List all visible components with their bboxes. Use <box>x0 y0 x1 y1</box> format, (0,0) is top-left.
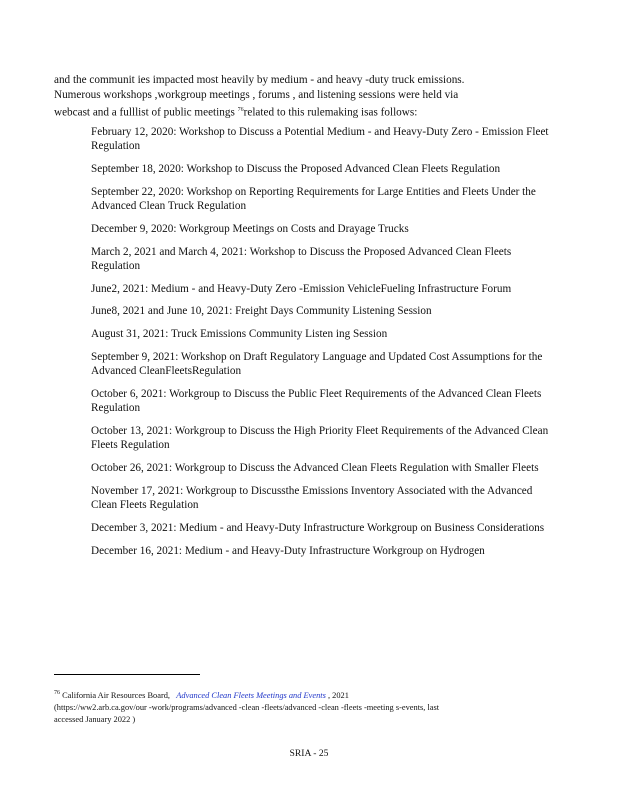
intro-line-1: and the communit ies impacted most heavily by medium - and heavy -duty truck emissions. <box>54 74 465 86</box>
event-text: June2, 2021: Medium - and Heavy-Duty Zero -Emission VehicleFueling Infrastructure Forum <box>91 282 512 295</box>
list-item <box>54 350 551 378</box>
footnote-line-1 <box>54 687 554 702</box>
events-list <box>54 125 564 566</box>
footnote-mark: 76 <box>54 690 60 696</box>
list-item <box>54 245 551 273</box>
list-item <box>54 125 551 153</box>
list-item <box>54 222 551 236</box>
footnote-reference[interactable]: 76 <box>237 106 244 113</box>
footnote-url[interactable]: (https://ww2.arb.ca.gov/our -work/programs/advanced -clean -fleets/advanced -clean -fleets -meeting s-events, last <box>54 702 440 712</box>
event-text: September 22, 2020: Workshop on Reporting Requirements for Large Entities and Fleets Under the Advanced Clean Truck Regulation <box>91 185 536 212</box>
list-item <box>54 424 551 452</box>
list-item <box>54 387 551 415</box>
event-text: October 6, 2021: Workgroup to Discuss the Public Fleet Requirements of the Advanced Clean Fleets Regulation <box>91 387 542 415</box>
list-item <box>54 521 551 535</box>
footnote-link[interactable]: Advanced Clean Fleets Meetings and Events <box>176 690 326 700</box>
event-text: December 9, 2020: Workgroup Meetings on Costs and Drayage Trucks <box>91 222 409 235</box>
event-text: September 18, 2020: Workshop to Discuss the Proposed Advanced Clean Fleets Regulation <box>91 163 501 175</box>
event-text: October 26, 2021: Workgroup to Discuss the Advanced Clean Fleets Regulation with Smaller Fleets <box>91 461 539 474</box>
footnote-source: California Air Resources Board, <box>62 690 171 700</box>
list-item <box>54 461 551 475</box>
event-text: March 2, 2021 and March 4, 2021: Workshop to Discuss the Proposed Advanced Clean Fleets Regulation <box>91 245 512 272</box>
footnote-divider <box>54 674 200 675</box>
event-text: August 31, 2021: Truck Emissions Community Listen ing Session <box>91 328 388 341</box>
intro-paragraph <box>54 73 554 120</box>
event-text: February 12, 2020: Workshop to Discuss a Potential Medium - and Heavy-Duty Zero - Emission Fleet Regulation <box>91 126 549 153</box>
list-item <box>54 544 551 558</box>
list-item <box>54 327 551 341</box>
event-text: December 3, 2021: Medium - and Heavy-Duty Infrastructure Workgroup on Business Considerations <box>91 521 545 534</box>
page-number: SRIA - 25 <box>289 748 329 759</box>
list-item <box>54 282 551 296</box>
intro-line-3 <box>54 103 554 121</box>
event-text: June8, 2021 and June 10, 2021: Freight Days Community Listening Session <box>91 305 432 318</box>
intro-line-3-start: webcast and a fulllist of public meetings <box>54 106 235 119</box>
footnote <box>54 687 554 726</box>
footnote-year: , 2021 <box>327 690 349 700</box>
list-item <box>54 484 551 512</box>
list-item <box>54 162 551 176</box>
event-text: December 16, 2021: Medium - and Heavy-Duty Infrastructure Workgroup on Hydrogen <box>91 544 485 557</box>
event-text: November 17, 2021: Workgroup to Discussthe Emissions Inventory Associated with the Advanced Clean Fleets Regulation <box>91 484 533 511</box>
intro-line-2: Numerous workshops ,workgroup meetings , forums , and listening sessions were held via <box>54 88 459 101</box>
event-text: October 13, 2021: Workgroup to Discuss the High Priority Fleet Requirements of the Advanced Clean Fleets Regulation <box>91 424 549 452</box>
event-text: September 9, 2021: Workshop on Draft Regulatory Language and Updated Cost Assumptions for the Advanced CleanFleetsRegulation <box>91 350 543 378</box>
intro-line-3-end: related to this rulemaking isas follows: <box>243 106 418 119</box>
list-item <box>54 185 551 213</box>
footnote-accessed: accessed January 2022 ) <box>54 714 136 724</box>
list-item <box>54 304 551 318</box>
